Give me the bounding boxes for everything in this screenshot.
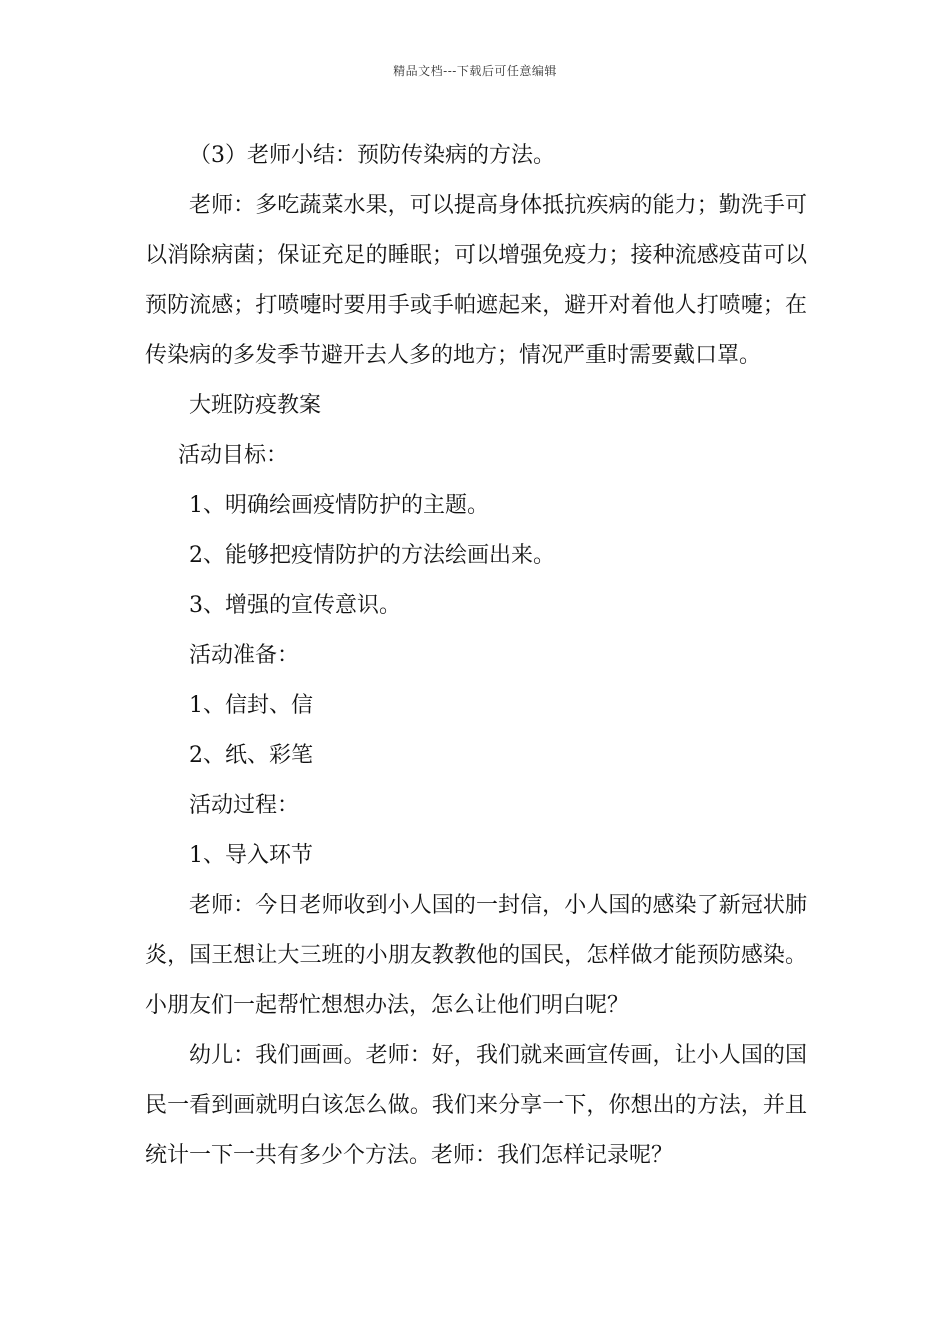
paragraph-process-heading: 活动过程： <box>189 793 300 818</box>
paragraph-teacher-letter: 老师：今日老师收到小人国的一封信，小人国的感染了新冠状肺炎，国王想让大三班的小朋友教教他的国民，怎样做才能预防感染。小朋友们一起帮忙想想办法，怎么让他们明白呢？ <box>145 893 807 1018</box>
paragraph-children-response: 幼儿：我们画画。老师：好，我们就来画宣传画，让小人国的国民一看到画就明白该怎么做。我们来分享一下，你想出的方法，并且统计一下一共有多少个方法。老师：我们怎样记录呢？ <box>145 1043 807 1168</box>
paragraph-preparation-heading: 活动准备： <box>189 643 300 668</box>
paragraph-objective-3: 3、增强的宣传意识。 <box>189 593 401 618</box>
paragraph-objectives-heading: 活动目标： <box>178 443 289 468</box>
paragraph-teacher-summary: 老师：多吃蔬菜水果，可以提高身体抵抗疾病的能力；勤洗手可以消除病菌；保证充足的睡眠；可以增强免疫力；接种流感疫苗可以预防流感；打喷嚏时要用手或手帕遮起来，避开对着他人打喷嚏；在传染病的多发季节避开去人多的地方；情况严重时需要戴口罩。 <box>145 193 807 368</box>
paragraph-preparation-1: 1、信封、信 <box>189 693 313 718</box>
paragraph-objective-1: 1、明确绘画疫情防护的主题。 <box>189 493 489 518</box>
paragraph-process-step-1: 1、导入环节 <box>189 843 313 868</box>
paragraph-objective-2: 2、能够把疫情防护的方法绘画出来。 <box>189 543 555 568</box>
paragraph-summary-heading: （3）老师小结：预防传染病的方法。 <box>189 143 555 168</box>
page-header: 精品文档---下载后可任意编辑 <box>393 64 557 78</box>
paragraph-preparation-2: 2、纸、彩笔 <box>189 743 313 768</box>
paragraph-lesson-title: 大班防疫教案 <box>189 393 322 418</box>
document-body <box>145 131 807 1181</box>
